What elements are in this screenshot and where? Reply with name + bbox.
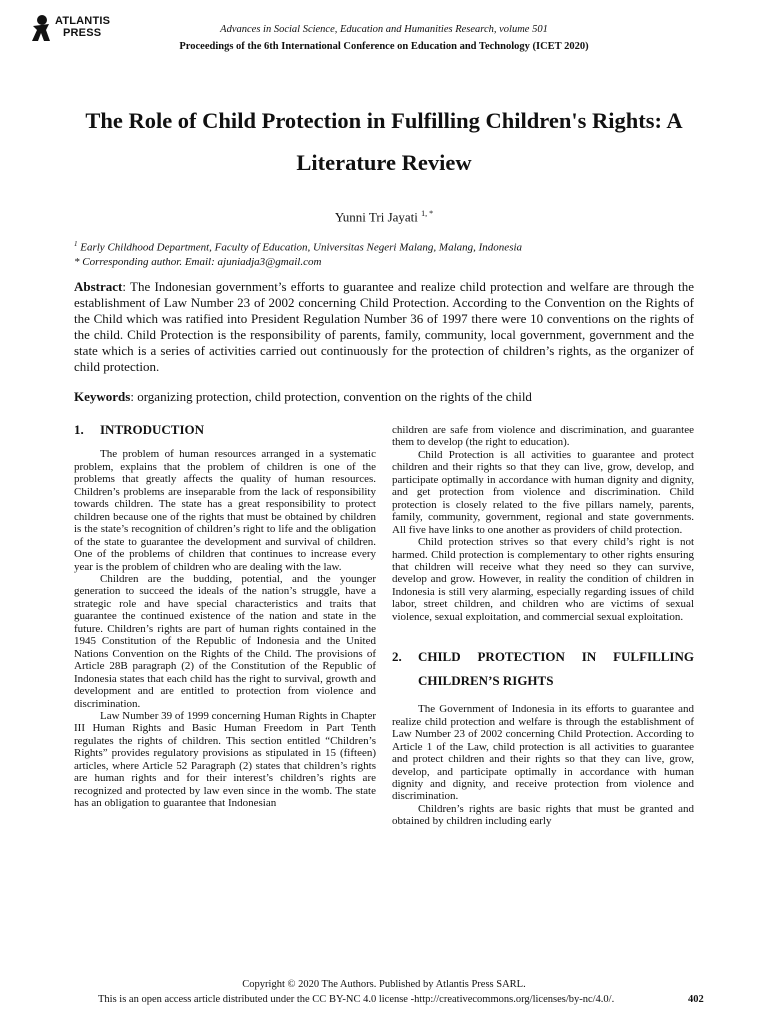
author-marks: 1, *: [421, 209, 434, 218]
section-2-heading: [392, 645, 694, 693]
journal-header: Advances in Social Science, Education and Humanities Research, volume 501: [220, 24, 548, 35]
keywords-text: : organizing protection, child protection, convention on the rights of the child: [130, 389, 532, 404]
license-line: This is an open access article distributed under the CC BY-NC 4.0 license -http://creativecommons.org/licenses/by-nc/4.0/.: [98, 994, 615, 1005]
affiliation-mark: 1: [74, 240, 78, 248]
section-2-paragraph-1: The Government of Indonesia in its efforts to guarantee and realize child protection and welfare is through the establishment of Law Number 23 of 2002 concerning Child Protection. According to Article 1 of the Law, child protection is all activities to guarantee and protect children and their rights so that they can live, grow, develop, and participate optimally in accordance with human dignity and dignity, and receive protection from violence and discrimination.: [392, 703, 694, 803]
author-line: [0, 209, 768, 225]
author-name: Yunni Tri Jayati: [334, 209, 418, 225]
corresponding-author: * Corresponding author. Email: ajuniadja3@gmail.com: [74, 255, 322, 268]
affiliation-block: [74, 237, 522, 269]
copyright-line: Copyright © 2020 The Authors. Published by Atlantis Press SARL.: [242, 979, 526, 990]
section-1-title: INTRODUCTION: [100, 422, 205, 437]
paper-title: The Role of Child Protection in Fulfilling Children's Rights: A Literature Review: [85, 108, 683, 175]
abstract-text: : The Indonesian government’s efforts to guarantee and realize child protection and welfare are through the establishment of Law Number 23 of 2002 concerning Child Protection. According to the Convention on the Rights of the Child which was ratified into President Regulation Number 36 of 1997 there were 10 conventions on the rights of the child. Child Protection is the responsibility of parents, family, community, local government, government and the state which is a series of activities carried out continuously for the protection of children’s rights, as the organizer of child protection.: [74, 279, 694, 374]
intro-paragraph-5: Child protection strives so that every child’s right is not harmed. Child protection is complementary to other rights ensuring that children will receive what they need so they can survive, develop and grow. However, in reality the condition of children in Indonesia is still very alarming, especially regarding issues of child labor, street children, and children who are victims of sexual violence, sexual exploitation, and commercial sexual exploitation.: [392, 536, 694, 623]
abstract-label: Abstract: [74, 279, 123, 294]
left-column: [74, 424, 376, 810]
intro-paragraph-3: Law Number 39 of 1999 concerning Human Rights in Chapter III Human Rights and Basic Human Freedom in Part Tenth regulates the rights of children. This section entitled “Children’s Rights” provides regulatory provisions as stipulated in 15 (fifteen) articles, where Article 52 Paragraph (2) states that children’s rights are human rights and for their interest’s children’s rights are recognized and protected by law even since in the womb. The state has an obligation to guarantee that Indonesian: [74, 709, 376, 810]
intro-paragraph-4: Child Protection is all activities to guarantee and protect children and their rights so that they can live, grow, develop, and participate optimally in accordance with human dignity and dignity, and get protection from violence and discrimination. Child protection is closely related to the five pillars namely, parents, family, community, government, regional and state governments. All five have links to one another as providers of child protection.: [392, 448, 694, 536]
right-column: [392, 424, 694, 828]
section-1-heading: [74, 424, 376, 436]
section-2-title: CHILD PROTECTION IN FULFILLING CHILDREN’S RIGHTS: [418, 649, 694, 689]
affiliation-text: Early Childhood Department, Faculty of Education, Universitas Negeri Malang, Malang, Indonesia: [80, 241, 523, 254]
section-2-paragraph-2: Children’s rights are basic rights that must be granted and obtained by children including early: [392, 802, 694, 828]
logo-line-1: ATLANTIS: [55, 15, 111, 27]
affiliation-line: [74, 237, 522, 255]
keywords: [74, 389, 694, 405]
keywords-label: Keywords: [74, 389, 131, 404]
abstract: [74, 279, 694, 375]
intro-paragraph-2: Children are the budding, potential, and the younger generation to succeed the ideals of the nation’s struggle, have a strategic role and have special characteristics and traits that guarantee the continued existence of the nation and state in the future. Children’s rights are part of human rights contained in the 1945 Constitution of the Republic of Indonesia and the United Nations Convention on the Rights of the Child. The provisions of Article 28B paragraph (2) of the Constitution of the Republic of Indonesia states that each child has the right to survival, growth and development and are entitled to protection from violence and discrimination.: [74, 572, 376, 710]
page-number: 402: [688, 994, 704, 1005]
logo-line-2: PRESS: [63, 27, 102, 39]
proceedings-header: Proceedings of the 6th International Conference on Education and Technology (ICET 2020): [179, 41, 589, 52]
section-1-number: 1.: [74, 422, 84, 437]
intro-paragraph-1: The problem of human resources arranged in a systematic problem, explains that the problem of children is one of the problems that greatly affects the quality of human resources. Children’s problems are inseparable from the lack of responsibility towards children. The state has a great responsibility to protect children because one of the rights that must be obtained by children is the state’s recognition of children’s right to life and the obligation of the state to guarantee the development and survival of children. One of the problems of children that continues to increase every year is the problem of children who are dealing with the law.: [74, 448, 376, 573]
intro-paragraph-3-cont: children are safe from violence and discrimination, and guarantee them to develop (the right to education).: [392, 424, 694, 449]
section-2-number: 2.: [392, 649, 402, 665]
